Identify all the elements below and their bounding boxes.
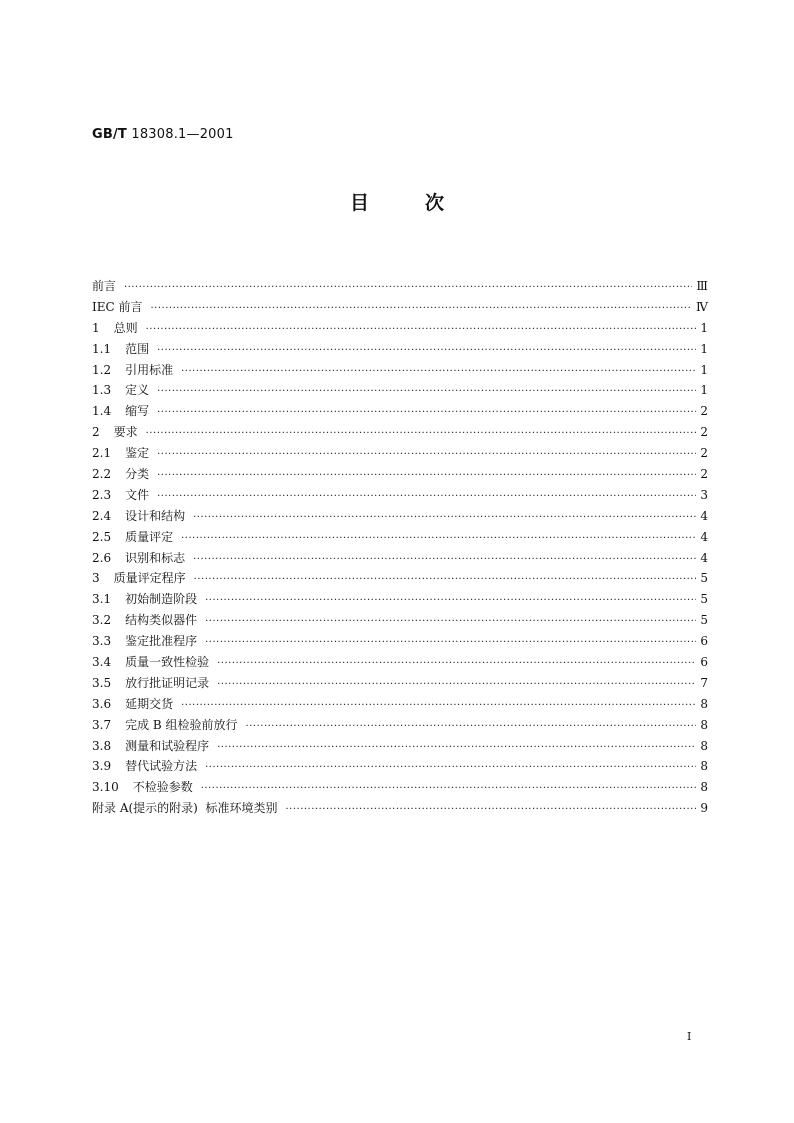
toc-leader-dots: [181, 529, 696, 550]
toc-entry-page: 8: [700, 738, 708, 753]
toc-entry[interactable]: [92, 589, 708, 610]
toc-leader-dots: [181, 696, 696, 717]
toc-entry[interactable]: [92, 777, 708, 798]
toc-leader-dots: [124, 278, 692, 299]
toc-entry[interactable]: [92, 443, 708, 464]
toc-leader-dots: [217, 738, 696, 759]
toc-entry-number: 2.3: [92, 487, 112, 502]
toc-entry-number: 2.4: [92, 508, 112, 523]
toc-entry[interactable]: [92, 610, 708, 631]
toc-entry-number: 2.5: [92, 529, 112, 544]
toc-leader-dots: [246, 717, 696, 738]
toc-entry[interactable]: [92, 464, 708, 485]
toc-leader-dots: [157, 445, 696, 466]
title-char-right: 次: [425, 192, 445, 214]
toc-entry-page: 8: [700, 717, 708, 732]
toc-entry-label: 总则: [113, 320, 138, 335]
toc-leader-dots: [146, 424, 696, 445]
page-title: [0, 188, 794, 215]
toc-entry-number: 3: [92, 571, 100, 586]
toc-entry-label: 要求: [113, 425, 138, 440]
toc-entry-label: 定义: [125, 383, 150, 398]
toc-entry[interactable]: [92, 568, 708, 589]
toc-entry-number: 3.6: [92, 696, 112, 711]
toc-leader-dots: [205, 758, 696, 779]
toc-entry[interactable]: [92, 318, 708, 339]
toc-entry-page: 5: [700, 613, 708, 628]
toc-entry-page: 8: [700, 696, 708, 711]
toc-entry-label: 完成 B 组检验前放行: [125, 717, 238, 732]
toc-leader-dots: [193, 550, 696, 571]
toc-entry-label: 范围: [125, 341, 150, 356]
toc-entry-label: 文件: [125, 487, 150, 502]
toc-entry-number: 3.7: [92, 717, 112, 732]
toc-entry-page: 8: [700, 780, 708, 795]
toc-entry-label: 设计和结构: [125, 508, 186, 523]
standard-number: 18308.1—2001: [131, 127, 234, 142]
toc-entry-page: Ⅳ: [696, 299, 708, 314]
toc-entry-number: 1: [92, 320, 100, 335]
toc-leader-dots: [157, 403, 696, 424]
toc-entry-page: 6: [700, 655, 708, 670]
toc-entry-number: 3.2: [92, 613, 112, 628]
toc-entry-label: 延期交货: [125, 696, 174, 711]
toc-entry[interactable]: [92, 360, 708, 381]
toc-entry-page: 2: [700, 425, 708, 440]
toc-entry-label: 附录 A(提示的附录) 标准环境类别: [92, 801, 278, 816]
toc-leader-dots: [201, 779, 696, 800]
toc-leader-dots: [205, 633, 696, 654]
toc-entry[interactable]: [92, 694, 708, 715]
toc-entry[interactable]: [92, 506, 708, 527]
toc-entry-label: 测量和试验程序: [125, 738, 210, 753]
toc-entry[interactable]: [92, 756, 708, 777]
standard-code: GB/T: [92, 127, 127, 142]
toc-leader-dots: [157, 382, 696, 403]
toc-entry-page: 2: [700, 467, 708, 482]
toc-entry-number: 2.1: [92, 446, 112, 461]
toc-entry-label: 质量一致性检验: [125, 655, 210, 670]
toc-entry-page: 2: [700, 404, 708, 419]
toc-entry-label: 不检验参数: [132, 780, 193, 795]
standard-header: [92, 127, 234, 142]
toc-entry-label: 引用标准: [125, 362, 174, 377]
toc-entry[interactable]: [92, 527, 708, 548]
toc-entry[interactable]: [92, 715, 708, 736]
toc-entry-label: IEC 前言: [92, 299, 143, 314]
toc-entry-number: 2.6: [92, 550, 112, 565]
toc-entry-number: 1.2: [92, 362, 112, 377]
toc-entry[interactable]: [92, 401, 708, 422]
toc-leader-dots: [181, 362, 696, 383]
toc-entry[interactable]: [92, 652, 708, 673]
toc-entry-number: 3.9: [92, 759, 112, 774]
toc-entry[interactable]: [92, 736, 708, 757]
toc-entry-page: 7: [700, 675, 708, 690]
toc-entry-number: 1.3: [92, 383, 112, 398]
toc-entry-page: 5: [700, 592, 708, 607]
toc-entry[interactable]: [92, 548, 708, 569]
toc-entry-number: 3.5: [92, 675, 112, 690]
toc-entry-label: 质量评定: [125, 529, 174, 544]
toc-entry-number: 2: [92, 425, 100, 440]
toc-entry-label: 替代试验方法: [125, 759, 198, 774]
toc-entry-number: 1.1: [92, 341, 112, 356]
title-char-left: 目: [349, 192, 369, 214]
toc-entry-number: 2.2: [92, 467, 112, 482]
toc-leader-dots: [205, 612, 696, 633]
toc-entry-page: 4: [700, 550, 708, 565]
toc-entry[interactable]: [92, 673, 708, 694]
toc-entry[interactable]: [92, 631, 708, 652]
toc-leader-dots: [157, 466, 696, 487]
toc-leader-dots: [193, 508, 696, 529]
toc-entry-label: 识别和标志: [125, 550, 186, 565]
toc-entry[interactable]: [92, 380, 708, 401]
toc-entry[interactable]: [92, 339, 708, 360]
toc-entry-label: 初始制造阶段: [125, 592, 198, 607]
toc-entry-page: 5: [700, 571, 708, 586]
toc-entry-number: 3.8: [92, 738, 112, 753]
toc-entry-number: 3.10: [92, 780, 119, 795]
toc-entry-label: 质量评定程序: [113, 571, 186, 586]
toc-entry-page: 1: [700, 362, 708, 377]
toc-entry-label: 鉴定: [125, 446, 150, 461]
toc-leader-dots: [285, 800, 696, 821]
toc-leader-dots: [194, 570, 696, 591]
toc-entry-label: 缩写: [125, 404, 150, 419]
toc-entry-page: 1: [700, 320, 708, 335]
toc-entry-page: 3: [700, 487, 708, 502]
toc-entry-page: 2: [700, 446, 708, 461]
toc-entry-page: 9: [700, 801, 708, 816]
page-number: I: [687, 1030, 692, 1043]
toc-leader-dots: [217, 654, 696, 675]
toc-entry-page: 1: [700, 383, 708, 398]
toc-entry-number: 3.4: [92, 655, 112, 670]
toc-entry-number: 3.3: [92, 634, 112, 649]
toc-leader-dots: [157, 487, 696, 508]
table-of-contents: [92, 276, 708, 819]
toc-leader-dots: [217, 675, 696, 696]
toc-entry-label: 放行批证明记录: [125, 675, 210, 690]
toc-entry-label: 分类: [125, 467, 150, 482]
toc-entry[interactable]: [92, 276, 708, 297]
toc-entry-page: Ⅲ: [696, 279, 708, 293]
toc-leader-dots: [146, 320, 696, 341]
toc-entry-label: 结构类似器件: [125, 613, 198, 628]
toc-entry-page: 1: [700, 341, 708, 356]
toc-entry-page: 8: [700, 759, 708, 774]
toc-entry-label: 鉴定批准程序: [125, 634, 198, 649]
toc-entry-page: 6: [700, 634, 708, 649]
toc-entry-number: 1.4: [92, 404, 112, 419]
toc-leader-dots: [205, 591, 696, 612]
toc-entry[interactable]: [92, 297, 708, 318]
toc-entry-number: 3.1: [92, 592, 112, 607]
toc-entry-label: 前言: [92, 279, 117, 293]
toc-entry-page: 4: [700, 529, 708, 544]
toc-leader-dots: [157, 341, 696, 362]
toc-entry-page: 4: [700, 508, 708, 523]
toc-entry[interactable]: [92, 485, 708, 506]
toc-entry[interactable]: [92, 422, 708, 443]
toc-entry[interactable]: [92, 798, 708, 819]
toc-leader-dots: [151, 299, 693, 320]
